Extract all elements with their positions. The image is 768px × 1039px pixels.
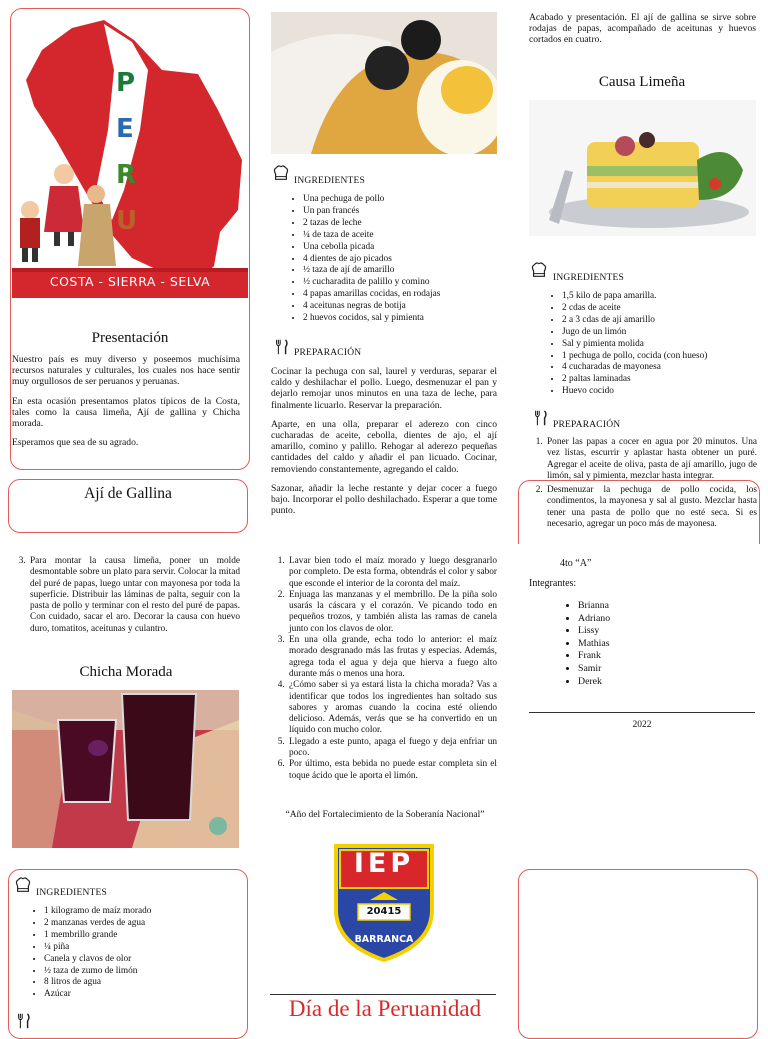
map-letter-r: R bbox=[116, 160, 137, 190]
grade-label: 4to “A” bbox=[560, 558, 592, 569]
list-item: • Sal y pimienta molida bbox=[562, 339, 768, 351]
aji-prep-paragraph: Sazonar, añadir la leche restante y dejar cocer a fuego bajo. Incorporar el pollo deshilachado. Esperar a que tome punto. bbox=[271, 482, 497, 517]
map-letter-u: U bbox=[116, 206, 138, 236]
members-list bbox=[546, 600, 728, 688]
presentation-title: Presentación bbox=[91, 330, 169, 346]
chicha-step: 4. ¿Cómo saber si ya estará lista la chicha morada? Vas a identificar que todos los ingredientes han soltado sus sabores y aromas cuando la cocina esté oliendo delicioso. Además, verás que se ha convertido en un líquido con mucho color. bbox=[287, 680, 497, 736]
map-letters bbox=[116, 68, 146, 252]
school-city: BARRANCA bbox=[354, 934, 414, 945]
year-label: 2022 bbox=[632, 720, 652, 730]
list-item: • 2 tazas de leche bbox=[303, 218, 533, 230]
presentation-text bbox=[12, 354, 240, 456]
list-item: • 2 cdas de aceite bbox=[562, 303, 768, 315]
regions-banner: COSTA - SIERRA - SELVA bbox=[49, 274, 211, 289]
chef-hat-icon bbox=[14, 876, 32, 894]
list-item: • 1 membrillo grande bbox=[44, 930, 274, 942]
chicha-title: Chicha Morada bbox=[79, 664, 173, 680]
chicha-steps bbox=[271, 556, 497, 782]
aji-ingredients-title: INGREDIENTES bbox=[294, 176, 366, 186]
aji-finish-text: Acabado y presentación. El ají de gallina se sirve sobre rodajas de papas, acompañado de aceitunas y huevos cortados en cuatro. bbox=[529, 12, 756, 46]
map-letter-e: E bbox=[116, 114, 134, 144]
list-item: • ½ taza de zumo de limón bbox=[44, 966, 274, 978]
list-item: • ½ cucharadita de palillo y comino bbox=[303, 277, 533, 289]
chicha-step: 5. Llegado a este punto, apaga el fuego y deja enfriar un poco. bbox=[287, 737, 497, 760]
aji-prep-title: PREPARACIÓN bbox=[294, 348, 362, 358]
member-item: • Adriano bbox=[578, 613, 728, 626]
causa-title: Causa Limeña bbox=[598, 74, 686, 90]
list-item: • Jugo de un limón bbox=[562, 327, 768, 339]
chicha-photo bbox=[12, 690, 239, 848]
member-item: • Brianna bbox=[578, 600, 728, 613]
member-item: • Lissy bbox=[578, 625, 728, 638]
list-item: • 2 manzanas verdes de agua bbox=[44, 918, 274, 930]
list-item: • 2 paltas laminadas bbox=[562, 374, 768, 386]
chicha-step: 6. Por último, esta bebida no puede estar completa sin el toque ácido que le aporta el limón. bbox=[287, 759, 497, 782]
aji-ingredients-list bbox=[271, 194, 533, 325]
chicha-ingredients-list bbox=[12, 906, 274, 1001]
presentation-paragraph: Esperamos que sea de su agrado. bbox=[12, 437, 139, 449]
list-item: • Una pechuga de pollo bbox=[303, 194, 533, 206]
presentation-paragraph: Nuestro país es muy diverso y poseemos muchísima recursos naturales y culturales, los cuales nos hace sentir muy orgullosos de ser peruanos y peruanas. bbox=[12, 354, 240, 388]
chicha-step: 1. Lavar bien todo el maíz morado y luego desgranarlo por completo. De esta forma, obtendrás el color y sabor que esconde el interior de la coronta del maíz. bbox=[287, 556, 497, 590]
aji-prep-paragraph: Cocinar la pechuga con sal, laurel y verduras, separar el caldo y deshilachar el pollo. Luego, desmenuzar el pan y dejarlo remojar unos minutos en una taza de leche, para finalmente licuarlo. Reservar la preparación. bbox=[271, 366, 497, 411]
causa-step: 3. Para montar la causa limeña, poner un molde desmontable sobre un plato para servir. Colocar la mitad del puré de papas, luego untar con mayonesa por toda la superficie. Distribuir las láminas de palta, seguir con la pasta de pollo y terminar con el resto del puré de papas. Con cuidado, sacar el aro. Decorar la causa con huevo duro, tomatitos, aceitunas y culantro. bbox=[28, 556, 240, 635]
causa-ingredients-title: INGREDIENTES bbox=[553, 273, 625, 283]
causa-ingredients-list bbox=[530, 291, 768, 398]
chef-hat-icon bbox=[272, 164, 290, 182]
list-item: • Un pan francés bbox=[303, 206, 533, 218]
causa-prep-title: PREPARACIÓN bbox=[553, 420, 621, 430]
causa-step: 2. Desmenuzar la pechuga de pollo cocida, los condimentos, la mayonesa y sal al gusto. Mezclar hasta tener una pasta de pollo que no esté seca. Si es necesario, agregar un poco más de mayonesa. bbox=[545, 485, 757, 530]
presentation-paragraph: En esta ocasión presentamos platos típicos de la Costa, tales como la causa limeña, Ají de gallina y Chicha morada. bbox=[12, 395, 240, 430]
list-item: • 8 litros de agua bbox=[44, 977, 274, 989]
fork-knife-icon bbox=[15, 1012, 33, 1030]
list-item: • Azúcar bbox=[44, 989, 274, 1001]
school-letters: IEP bbox=[353, 848, 415, 879]
causa-step: 1. Poner las papas a cocer en agua por 20 minutos. Una vez listas, escurrir y aplastar hasta obtener un puré. Agregar el aceite de oliva, pasta de ají amarillo, jugo de limón, sal y pimienta, mezclar hasta integrar. bbox=[545, 437, 757, 482]
member-item: • Mathias bbox=[578, 638, 728, 651]
brochure-title: Día de la Peruanidad bbox=[288, 996, 482, 1021]
list-item: • 1 pechuga de pollo, cocida (con hueso) bbox=[562, 351, 768, 363]
members-label: Integrantes: bbox=[529, 578, 577, 589]
list-item: • Una cebolla picada bbox=[303, 242, 533, 254]
fork-knife-icon bbox=[532, 409, 550, 427]
year-motto: “Año del Fortalecimiento de la Soberanía Nacional” bbox=[285, 810, 485, 820]
list-item: • ¼ de taza de aceite bbox=[303, 230, 533, 242]
list-item: • 2 huevos cocidos, sal y pimienta bbox=[303, 313, 533, 325]
school-number: 20415 bbox=[366, 906, 402, 917]
chicha-step: 3. En una olla grande, echa todo lo anterior: el maíz morado desgranado más las frutas y especias. Además, agrega toda el agua y deja que hierva a fuego alto durante más o menos una hora. bbox=[287, 635, 497, 680]
chicha-step: 2. Enjuaga las manzanas y el membrillo. De la piña solo usarás la cáscara y el corazón. Ve picando todo en pequeños trozos, y también alista las ramas de canela junto con los clavos de olor. bbox=[287, 590, 497, 635]
list-item: • ¼ piña bbox=[44, 942, 274, 954]
list-item: • 4 papas amarillas cocidas, en rodajas bbox=[303, 289, 533, 301]
title-rule bbox=[270, 994, 496, 995]
list-item: • 4 cucharadas de mayonesa bbox=[562, 362, 768, 374]
signature-rule bbox=[529, 712, 755, 713]
list-item: • Huevo cocido bbox=[562, 386, 768, 398]
member-item: • Samir bbox=[578, 663, 728, 676]
empty-note-box bbox=[518, 869, 758, 1039]
list-item: • 1 kilogramo de maíz morado bbox=[44, 906, 274, 918]
causa-steps-1 bbox=[529, 437, 757, 482]
member-item: • Derek bbox=[578, 676, 728, 689]
list-item: • 4 aceitunas negras de botija bbox=[303, 301, 533, 313]
causa-photo bbox=[529, 100, 756, 236]
aji-prep-paragraph: Aparte, en una olla, preparar el aderezo con cinco cucharadas de aceite, cebolla, dientes de ajo, el ají amarillo, comino y palillo. Rehogar al aderezo pequeñas cantidades del caldo y añadir el pan licuado. Cocinar, removiendo constantemente, agregando el caldo. bbox=[271, 418, 497, 475]
aji-box-title: Ají de Gallina bbox=[84, 485, 172, 502]
list-item: • Canela y clavos de olor bbox=[44, 954, 274, 966]
chicha-ingredients-title: INGREDIENTES bbox=[36, 888, 108, 898]
list-item: • ½ taza de ají de amarillo bbox=[303, 265, 533, 277]
list-item: • 4 dientes de ajo picados bbox=[303, 254, 533, 266]
fork-knife-icon bbox=[273, 338, 291, 356]
aji-prep-text bbox=[271, 366, 497, 524]
causa-steps-2 bbox=[529, 485, 757, 530]
causa-steps-3 bbox=[12, 556, 240, 635]
list-item: • 2 a 3 cdas de ají amarillo bbox=[562, 315, 768, 327]
list-item: • 1,5 kilo de papa amarilla. bbox=[562, 291, 768, 303]
aji-photo bbox=[271, 12, 497, 154]
map-letter-p: P bbox=[116, 68, 136, 98]
chef-hat-icon bbox=[530, 261, 548, 279]
member-item: • Frank bbox=[578, 650, 728, 663]
